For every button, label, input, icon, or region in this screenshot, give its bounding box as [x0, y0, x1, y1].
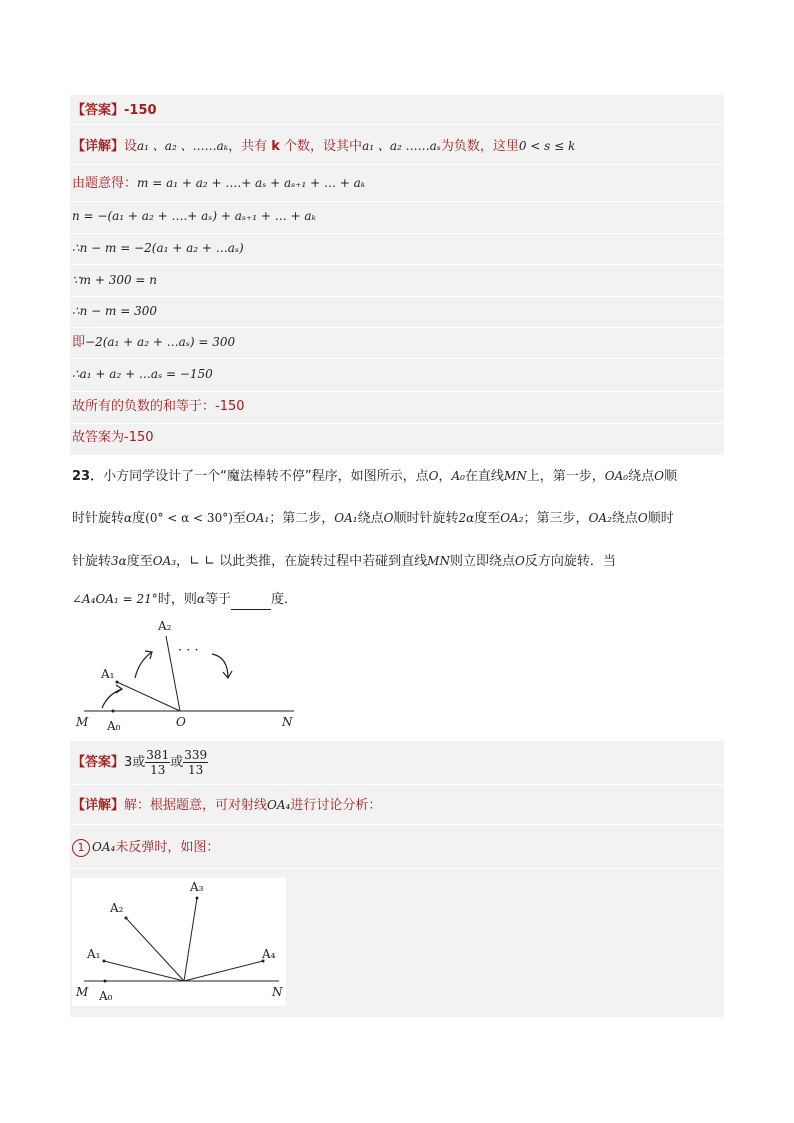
math-expr: O	[383, 511, 394, 525]
label-m: M	[76, 985, 89, 999]
question-text: ；第二步，	[269, 511, 335, 526]
label-a1: A₁	[87, 947, 101, 961]
question-text: 顺时	[647, 511, 674, 526]
question-text: 度．	[270, 592, 297, 607]
answer-label: 【答案】	[72, 103, 125, 118]
case-row	[72, 832, 219, 862]
point-a2	[125, 917, 128, 920]
question-text: 在直线	[464, 469, 504, 484]
fraction-1	[145, 748, 170, 777]
math-expr: ∴n − m = 300	[72, 304, 158, 318]
label-a0: A₀	[99, 989, 113, 1003]
final-answer-text: 故答案为-150	[72, 430, 154, 445]
question-text: 等于	[204, 592, 231, 607]
fraction-numerator: 381	[146, 748, 170, 762]
math-expr: OA₂	[588, 511, 612, 525]
label-n: N	[272, 985, 283, 999]
detail-text: ，共有	[228, 139, 272, 154]
arrow-2	[135, 652, 152, 678]
question-text: 绕点	[628, 469, 655, 484]
divider	[70, 868, 724, 869]
rotation-figure	[72, 612, 302, 738]
question-line-1	[72, 466, 722, 487]
question-line-2	[72, 508, 722, 529]
math-expr: ∴n − m = −2(a₁ + a₂ + …aₛ)	[72, 241, 244, 255]
question-text: 至	[232, 511, 246, 526]
math-expr: 3α	[111, 554, 127, 568]
conclusion-text: 故所有的负数的和等于：-150	[72, 399, 245, 414]
prev-answer-row	[72, 96, 157, 126]
question-line-3	[72, 551, 722, 572]
solution-line-2	[72, 201, 316, 231]
question-text: 绕点	[611, 511, 638, 526]
math-expr: O	[637, 511, 648, 525]
answer-text: 或	[170, 755, 184, 770]
answer-blank[interactable]	[231, 595, 271, 610]
question-text: 时针旋转	[72, 511, 125, 526]
label-n: N	[282, 715, 293, 729]
math-expr: (0° < α < 30°)	[145, 511, 233, 525]
math-expr: OA₁	[334, 511, 358, 525]
math-expr: α	[196, 592, 205, 606]
math-expr: OA₄	[92, 840, 116, 854]
math-expr: a₁ 、a₂ 、……aₖ	[137, 139, 229, 153]
fraction-denominator: 13	[150, 763, 166, 777]
label-a1: A₁	[101, 667, 115, 681]
question-text: ，	[438, 469, 452, 484]
label-a0: A₀	[107, 719, 121, 733]
dots-label: · · ·	[178, 643, 199, 658]
question-text: 顺	[663, 469, 677, 484]
arrow-head-1	[116, 685, 122, 693]
math-expr: MN	[427, 554, 450, 568]
label-a4: A₄	[262, 947, 276, 961]
case-number-icon: 1	[72, 839, 90, 857]
answer-text: 3或	[124, 755, 146, 770]
divider	[70, 824, 724, 825]
divider	[70, 264, 724, 265]
case-text: 未反弹时，如图：	[115, 840, 220, 855]
math-expr: OA₂	[500, 511, 524, 525]
fraction-denominator: 13	[188, 763, 204, 777]
solution-line-9	[72, 423, 154, 453]
solution-line-4	[72, 265, 157, 295]
point-a0	[112, 710, 115, 713]
question-text: 度至	[474, 511, 501, 526]
answer-value: -150	[124, 103, 157, 118]
point-a1	[116, 681, 119, 684]
question-text: 度	[132, 511, 146, 526]
question-number: 23．	[72, 469, 104, 484]
detail-text: 进行讨论分析：	[290, 798, 382, 813]
math-expr: 2α	[458, 511, 475, 525]
math-expr: OA₀	[604, 469, 629, 483]
math-expr: −2(a₁ + a₂ + …aₛ) = 300	[85, 335, 236, 349]
math-expr: ∠A₄OA₁ = 21°	[72, 592, 158, 606]
question-text: 上，第一步，	[526, 469, 605, 484]
line-label: 即	[72, 335, 86, 350]
divider	[70, 296, 724, 297]
question-text: 反方向旋转．当	[524, 554, 616, 569]
divider	[70, 124, 724, 125]
math-expr: O	[514, 554, 525, 568]
rotation-figure-2	[72, 878, 286, 1006]
math-expr: A₀	[451, 469, 465, 483]
question-text: 绕点	[357, 511, 384, 526]
solution-line-1	[72, 168, 365, 198]
answer-row	[72, 747, 208, 779]
math-expr: ∵m + 300 = n	[72, 273, 158, 287]
label-a3: A₃	[190, 880, 204, 894]
fraction-numerator: 339	[184, 748, 208, 762]
divider	[70, 784, 724, 785]
math-expr: OA₃	[152, 554, 177, 568]
question-text: 则立即绕点	[449, 554, 515, 569]
label-a2: A₂	[158, 619, 172, 633]
fraction-2	[183, 748, 208, 777]
detail-k: k	[271, 139, 280, 154]
detail-row	[72, 790, 381, 820]
math-expr: ∴a₁ + a₂ + …aₛ = −150	[72, 367, 213, 381]
divider	[70, 423, 724, 424]
point-a0	[104, 980, 107, 983]
question-text: 针旋转	[72, 554, 112, 569]
detail-text: 个数，设其中	[279, 139, 363, 154]
question-text: 小方同学设计了一个“魔法棒转不停”程序，如图所示，点	[103, 469, 429, 484]
detail-text: 解：根据题意，可对射线	[124, 798, 268, 813]
solution-line-5	[72, 296, 157, 326]
detail-text: 为负数，这里	[440, 139, 519, 154]
label-a2: A₂	[110, 901, 124, 915]
solution-line-8	[72, 392, 245, 422]
math-expr: m = a₁ + a₂ + ….+ aₛ + aₛ₊₁ + … + aₖ	[137, 176, 366, 190]
divider	[70, 164, 724, 165]
question-text: 时，则	[157, 592, 197, 607]
label-o: O	[176, 715, 186, 729]
solution-line-6	[72, 327, 235, 357]
point-a3	[196, 897, 199, 900]
math-expr: O	[428, 469, 439, 483]
label-m: M	[76, 715, 89, 729]
math-expr: a₁ 、a₂ ……aₛ	[362, 139, 441, 153]
detail-text: 设	[124, 139, 138, 154]
math-expr: MN	[503, 469, 527, 483]
question-line-4	[72, 589, 722, 610]
figure-background	[72, 878, 286, 1006]
line-label: 由题意得：	[72, 176, 138, 191]
question-text: ，∟ ∟ 以此类推，在旋转过程中若碰到直线	[176, 554, 428, 569]
question-text: 度至	[126, 554, 153, 569]
math-expr: α	[124, 511, 133, 525]
question-text: ；第三步，	[523, 511, 589, 526]
prev-detail-row	[72, 131, 575, 161]
math-expr: 0 < s ≤ k	[518, 139, 576, 153]
math-expr: O	[654, 469, 664, 483]
detail-label: 【详解】	[72, 798, 125, 813]
detail-label: 【详解】	[72, 139, 125, 154]
answer-label: 【答案】	[72, 755, 125, 770]
solution-line-7	[72, 359, 213, 389]
math-expr: OA₄	[267, 798, 291, 812]
ray-oa1	[117, 682, 180, 711]
arrow-1	[102, 689, 122, 708]
question-text: 顺时针旋转	[393, 511, 459, 526]
math-expr: OA₁	[245, 511, 270, 525]
solution-line-3	[72, 233, 244, 263]
math-expr: n = −(a₁ + a₂ + ….+ aₛ) + aₛ₊₁ + … + aₖ	[72, 209, 316, 223]
point-a1	[103, 960, 106, 963]
